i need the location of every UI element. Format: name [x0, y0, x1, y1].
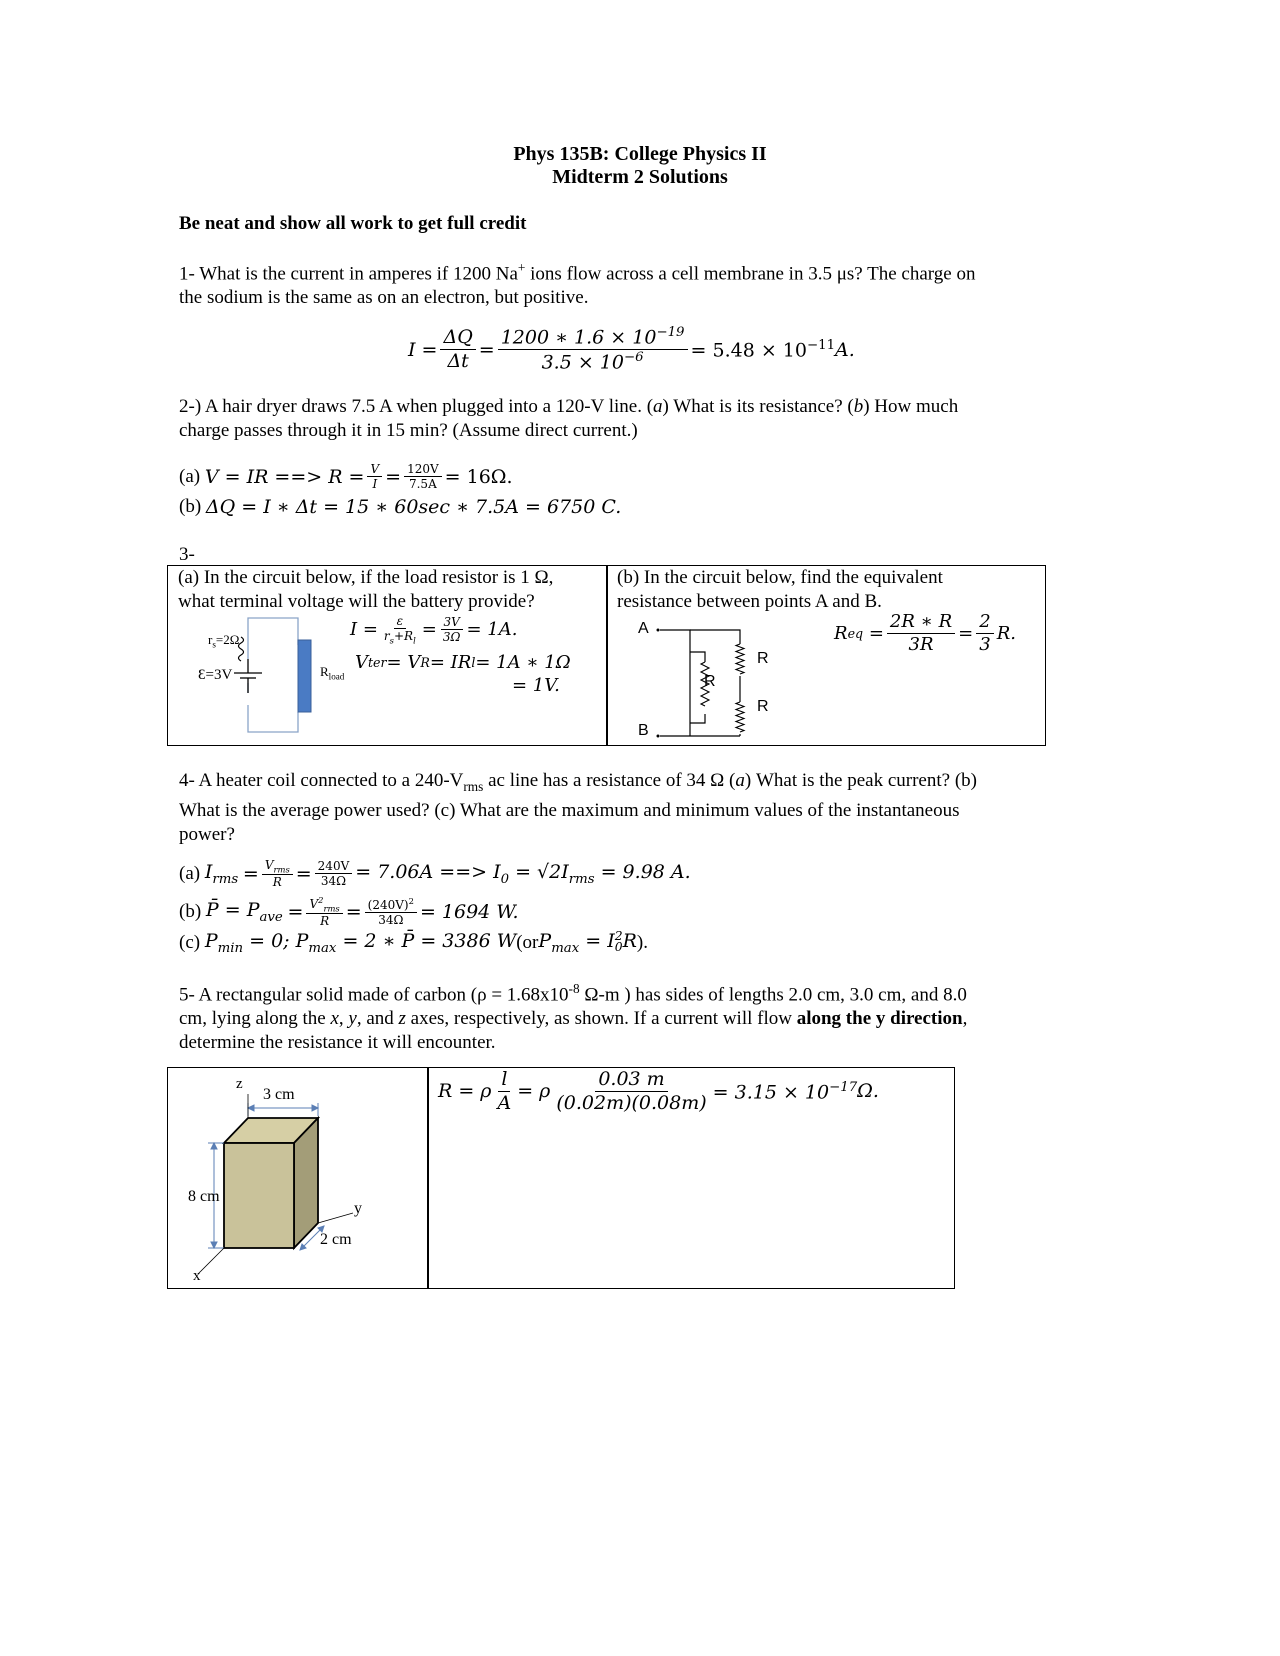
question-3a-eq1: I = $\frac{\varepsilon}{r_s+R_l}$ = $\frac{3V}{3\Omega}$ = 1A.: [350, 614, 518, 646]
dimension-8cm-label: 8 cm: [188, 1188, 220, 1205]
question-5-equation: R = ρ $\frac{l}{A}$ = ρ $\frac{0.03 m}{(0.02m)(0.08m)}$ = $3.15 \times 10^{-17}$ Ω.: [438, 1068, 879, 1114]
question-1-text: 1- What is the current in amperes if 1200 Na+ ions flow across a cell membrane in 3.5 μs? The charge on the sodium is the same as on an electron, but positive.: [179, 260, 976, 309]
question-3b-equation: R eq = $\frac{2R ∗ R}{3R}$ = $\frac{2}{3}$ R.: [834, 611, 1016, 655]
axis-y-label: y: [354, 1200, 362, 1217]
question-2-text: 2-) A hair dryer draws 7.5 A when plugged into a 120-V line. (a) What is its resistance? (b) How much charge passes through it in 15 min? (Assume direct current.): [179, 396, 959, 441]
emf-label: Ɛ=3V: [198, 667, 233, 683]
question-3-label: 3-: [179, 544, 195, 565]
carbon-block-diagram: [168, 1068, 428, 1288]
question-3a-eq2: V ter = V R = IR l = 1A ∗ 1Ω: [355, 652, 571, 673]
dimension-3cm-label: 3 cm: [263, 1086, 295, 1103]
question-2-answer-a: (a) V = IR ==> R = $\frac{V}{I}$ = $\frac{120V}{7.5A}$ = 16Ω.: [179, 462, 513, 492]
load-resistor-icon: [298, 640, 311, 712]
point-b-label: B: [638, 722, 649, 739]
question-1-equation: I = $\frac{\Delta Q}{\Delta t}$ = $\frac{1200 ∗ 1.6 \times 10^{-19}}{3.5 \times 10^{-6}}$ = $5.48 \times 10^{-11}$ A.: [408, 325, 855, 374]
question-2-answer-b: (b) ΔQ = I ∗ Δt = 15 ∗ 60sec ∗ 7.5A = 6750 C.: [179, 496, 622, 518]
question-3a-text: (a) In the circuit below, if the load resistor is 1 Ω, what terminal voltage will the battery provide?: [178, 567, 554, 612]
resistor-label-2: R: [704, 673, 716, 690]
page-title: Phys 135B: College Physics II: [513, 143, 767, 165]
rload-label: $R_{load}$: [320, 664, 345, 682]
battery-icon: [234, 659, 262, 693]
instructions: Be neat and show all work to get full credit: [179, 213, 527, 234]
question-5-text: 5- A rectangular solid made of carbon ($\rho = 1.68x10^{-8}$ Ω-m ) has sides of lengths 2.0 cm, 3.0 cm, and 8.0 cm, lying along the x, y, and z axes, respectively, as shown. If a current will flow along the y direction, determine the resistance it will encounter.: [179, 981, 968, 1054]
question-3a-eq3: = 1V.: [512, 675, 560, 696]
dimension-2cm-label: 2 cm: [320, 1231, 352, 1248]
axis-x-label: x: [193, 1268, 201, 1284]
point-a-label: A: [638, 620, 649, 637]
resistor-label-1: R: [757, 650, 769, 667]
resistor-label-3: R: [757, 698, 769, 715]
axis-z-label: z: [236, 1076, 243, 1092]
question-4-answer-a: (a) $I_{rms}$ = $\frac{V_{rms}}{R}$ = $\frac{240V}{34\Omega}$ = 7.06A ==> $I_0 = √2I_{rms} = 9.98$ A.: [179, 858, 691, 890]
question-4-answer-c: (c) $P_{min} = 0$; $P_{max} = 2$ ∗ P̄ = 3386 W (or $P_{max} = I$ 2 0 R ).: [179, 928, 648, 956]
question-4-text: 4- A heater coil connected to a $240-V_{rms}$ ac line has a resistance of 34 Ω (a) What is the peak current? (b) What is the average power used? (c) What are the maximum and minimum values of the instantaneous power?: [179, 770, 977, 845]
question-4-answer-b: (b) P̄ = $P_{ave}$ = $\frac{V^2_{rms}}{R}$ = $\frac{(240V)^2}{34\Omega}$ = 1694 W.: [179, 895, 519, 929]
question-3b-text: (b) In the circuit below, find the equivalent resistance between points A and B.: [617, 567, 943, 612]
rs-label: $r_s=2\Omega$: [208, 632, 240, 650]
page-subtitle: Midterm 2 Solutions: [552, 166, 728, 188]
